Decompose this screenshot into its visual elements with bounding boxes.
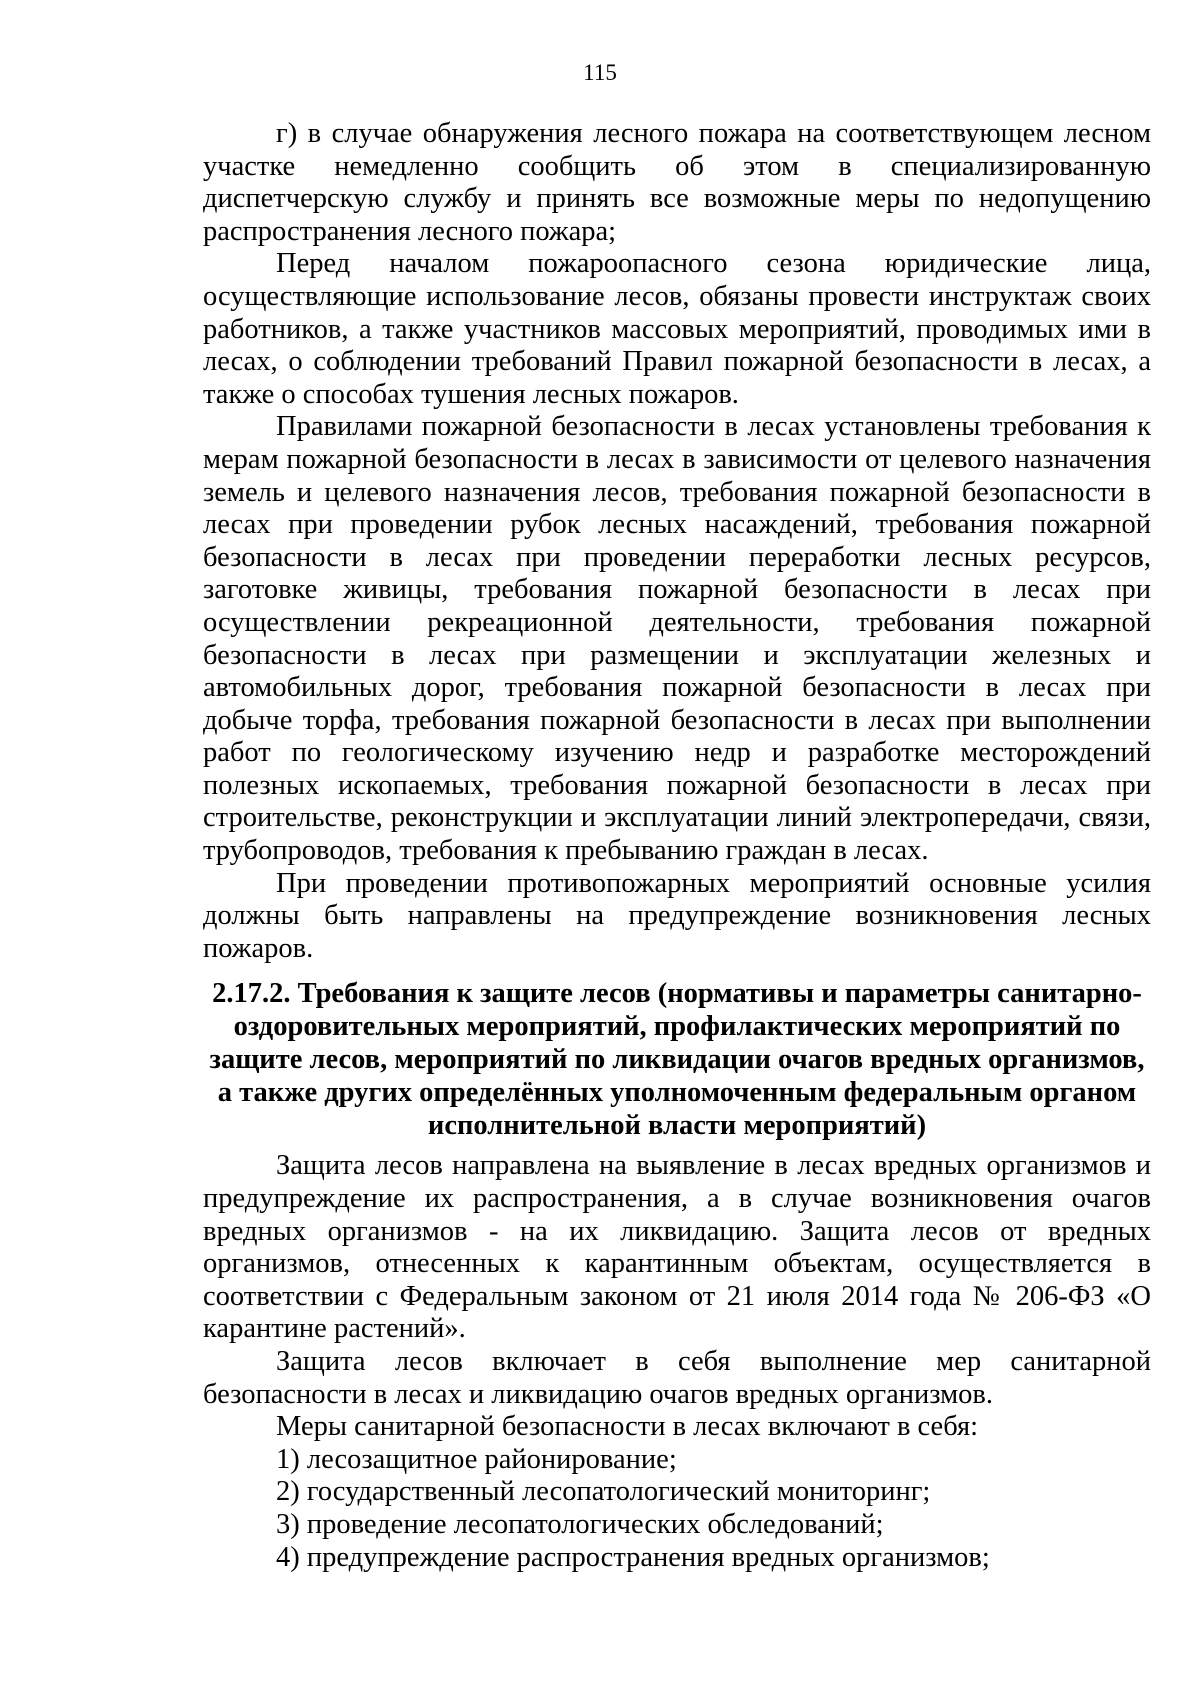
document-body (203, 118, 1151, 1574)
paragraph: Меры санитарной безопасности в лесах включают в себя: (276, 1411, 979, 1443)
paragraph: Защита лесов включает в себя выполнение мер санитарной безопасности в лесах и ликвидацию очагов вредных организмов. (203, 1346, 1151, 1410)
paragraph: При проведении противопожарных мероприятий основные усилия должны быть направлены на предупреждение возникновения лесных пожаров. (203, 867, 1151, 964)
paragraph: Перед началом пожароопасного сезона юридические лица, осуществляющие использование лесов, обязаны провести инструктаж своих работников, а также участников массовых мероприятий, проводимых ими в лесах, о соблюдении требований Правил пожарной безопасности в лесах, а также о способах тушения лесных пожаров. (203, 248, 1151, 410)
section-heading: 2.17.2. Требования к защите лесов (нормативы и параметры санитарно-оздоровительных мероприятий, профилактических мероприятий по защите лесов, мероприятий по ликвидации очагов вредных организмов, а также других определённых уполномоченным федеральным органом исполнительной власти мероприятий) (209, 978, 1145, 1142)
paragraph: Защита лесов направлена на выявление в лесах вредных организмов и предупреждение их распространения, а в случае возникновения очагов вредных организмов - на их ликвидацию. Защита лесов от вредных организмов, отнесенных к карантинным объектам, осуществляется в соответствии с Федеральным законом от 21 июля 2014 года № 206-ФЗ «О карантине растений». (203, 1150, 1151, 1345)
paragraph: г) в случае обнаружения лесного пожара на соответствующем лесном участке немедленно сообщить об этом в специализированную диспетчерскую службу и принять все возможные меры по недопущению распространения лесного пожара; (203, 118, 1151, 247)
paragraph: Правилами пожарной безопасности в лесах установлены требования к мерам пожарной безопасности в лесах в зависимости от целевого назначения земель и целевого назначения лесов, требования пожарной безопасности в лесах при проведении рубок лесных насаждений, требования пожарной безопасности в лесах при проведении переработки лесных ресурсов, заготовке живицы, требования пожарной безопасности в лесах при осуществлении рекреационной деятельности, требования пожарной безопасности в лесах при размещении и эксплуатации железных и автомобильных дорог, требования пожарной безопасности в лесах при добыче торфа, требования пожарной безопасности в лесах при выполнении работ по геологическому изучению недр и разработке месторождений полезных ископаемых, требования пожарной безопасности в лесах при строительстве, реконструкции и эксплуатации линий электропередачи, связи, трубопроводов, требования к пребыванию граждан в лесах. (203, 411, 1151, 867)
list-item: 4) предупреждение распространения вредных организмов; (276, 1541, 990, 1573)
page-number: 115 (583, 60, 617, 85)
list-item: 1) лесозащитное районирование; (276, 1443, 677, 1475)
list-item: 2) государственный лесопатологический мониторинг; (276, 1476, 931, 1508)
list-item: 3) проведение лесопатологических обследований; (276, 1508, 884, 1540)
